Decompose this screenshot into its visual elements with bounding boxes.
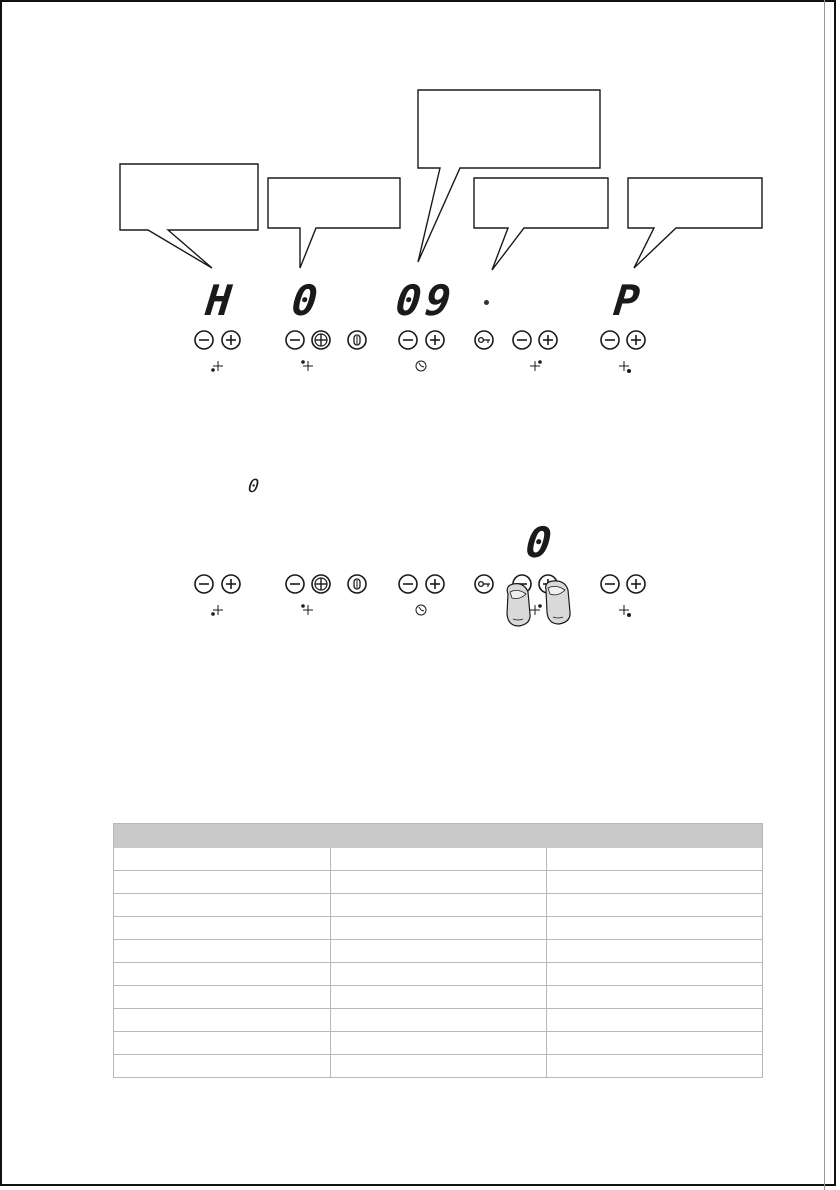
clock-icon <box>416 605 426 615</box>
table-row <box>114 963 763 986</box>
zone3-minus-button[interactable] <box>513 331 531 349</box>
table-cell <box>546 1009 763 1032</box>
spec-table <box>113 823 763 1078</box>
table-cell <box>546 848 763 871</box>
table-cell <box>330 871 546 894</box>
zone3-display-bottom: 0 <box>523 518 558 567</box>
key-lock-button[interactable] <box>475 331 493 349</box>
table-cell <box>330 894 546 917</box>
callout-zone2 <box>268 178 400 268</box>
zone1-position-icon <box>211 605 223 616</box>
zone2-position-icon <box>301 604 313 615</box>
table-cell <box>546 1032 763 1055</box>
table-header-cell <box>330 824 546 849</box>
table-cell <box>330 940 546 963</box>
table-header-cell <box>114 824 331 849</box>
table-cell <box>330 963 546 986</box>
zone1-plus-button[interactable] <box>222 575 240 593</box>
table-cell <box>114 871 331 894</box>
zone3-residual-dot <box>484 300 489 305</box>
zone3-position-icon <box>530 604 542 615</box>
table-cell <box>114 1032 331 1055</box>
zone1-position-icon <box>211 361 223 372</box>
finger-icon <box>546 581 570 624</box>
table-row <box>114 894 763 917</box>
table-cell <box>114 1009 331 1032</box>
table-cell <box>546 1055 763 1078</box>
table-cell <box>330 848 546 871</box>
control-row-bottom <box>0 564 840 634</box>
table-row <box>114 871 763 894</box>
table-cell <box>114 940 331 963</box>
zone2-booster-button[interactable] <box>312 575 330 593</box>
table-cell <box>114 986 331 1009</box>
finger-icon <box>507 584 530 626</box>
callout-zone4 <box>628 178 762 268</box>
zone4-position-icon <box>619 361 631 373</box>
table-cell <box>330 1055 546 1078</box>
callout-zone3 <box>474 178 608 270</box>
table-cell <box>546 917 763 940</box>
clock-icon <box>416 361 426 371</box>
zone1-minus-button[interactable] <box>195 331 213 349</box>
timer-minus-button[interactable] <box>399 575 417 593</box>
timer-plus-button[interactable] <box>426 331 444 349</box>
zone1-display: H <box>203 276 238 325</box>
callout-zone1 <box>120 164 258 268</box>
table-row <box>114 1032 763 1055</box>
zone2-display: 0 <box>289 276 324 325</box>
table-cell <box>330 917 546 940</box>
table-cell <box>114 1055 331 1078</box>
callout-layer <box>0 0 840 300</box>
table-cell <box>114 848 331 871</box>
control-row-top <box>0 320 840 380</box>
table-cell <box>114 963 331 986</box>
inline-zero-indicator: 0 <box>246 476 264 497</box>
table-row <box>114 917 763 940</box>
table-cell <box>114 917 331 940</box>
zone1-plus-button[interactable] <box>222 331 240 349</box>
zone2-booster-button[interactable] <box>312 331 330 349</box>
zone4-position-icon <box>619 605 631 617</box>
timer-display: 09 <box>393 276 458 325</box>
table-cell <box>546 871 763 894</box>
zone2-position-icon <box>301 360 313 371</box>
timer-minus-button[interactable] <box>399 331 417 349</box>
table-cell <box>114 894 331 917</box>
table-header-row <box>114 824 763 849</box>
table-cell <box>330 1009 546 1032</box>
zone4-display: P <box>611 276 646 325</box>
table-header-cell <box>546 824 763 849</box>
table-cell <box>546 940 763 963</box>
table-cell <box>330 986 546 1009</box>
zone4-plus-button[interactable] <box>627 331 645 349</box>
table-row <box>114 1055 763 1078</box>
table-cell <box>546 894 763 917</box>
table-cell <box>546 963 763 986</box>
key-lock-button[interactable] <box>475 575 493 593</box>
zone1-minus-button[interactable] <box>195 575 213 593</box>
power-button[interactable] <box>348 331 366 349</box>
timer-plus-button[interactable] <box>426 575 444 593</box>
zone3-plus-button[interactable] <box>539 331 557 349</box>
table-row <box>114 986 763 1009</box>
zone4-plus-button[interactable] <box>627 575 645 593</box>
zone4-minus-button[interactable] <box>601 331 619 349</box>
zone4-minus-button[interactable] <box>601 575 619 593</box>
table-row <box>114 1009 763 1032</box>
zone3-position-icon <box>530 360 542 371</box>
table-cell <box>330 1032 546 1055</box>
table-row <box>114 940 763 963</box>
table-row <box>114 848 763 871</box>
zone2-minus-button[interactable] <box>286 575 304 593</box>
power-button[interactable] <box>348 575 366 593</box>
table-cell <box>546 986 763 1009</box>
zone2-minus-button[interactable] <box>286 331 304 349</box>
